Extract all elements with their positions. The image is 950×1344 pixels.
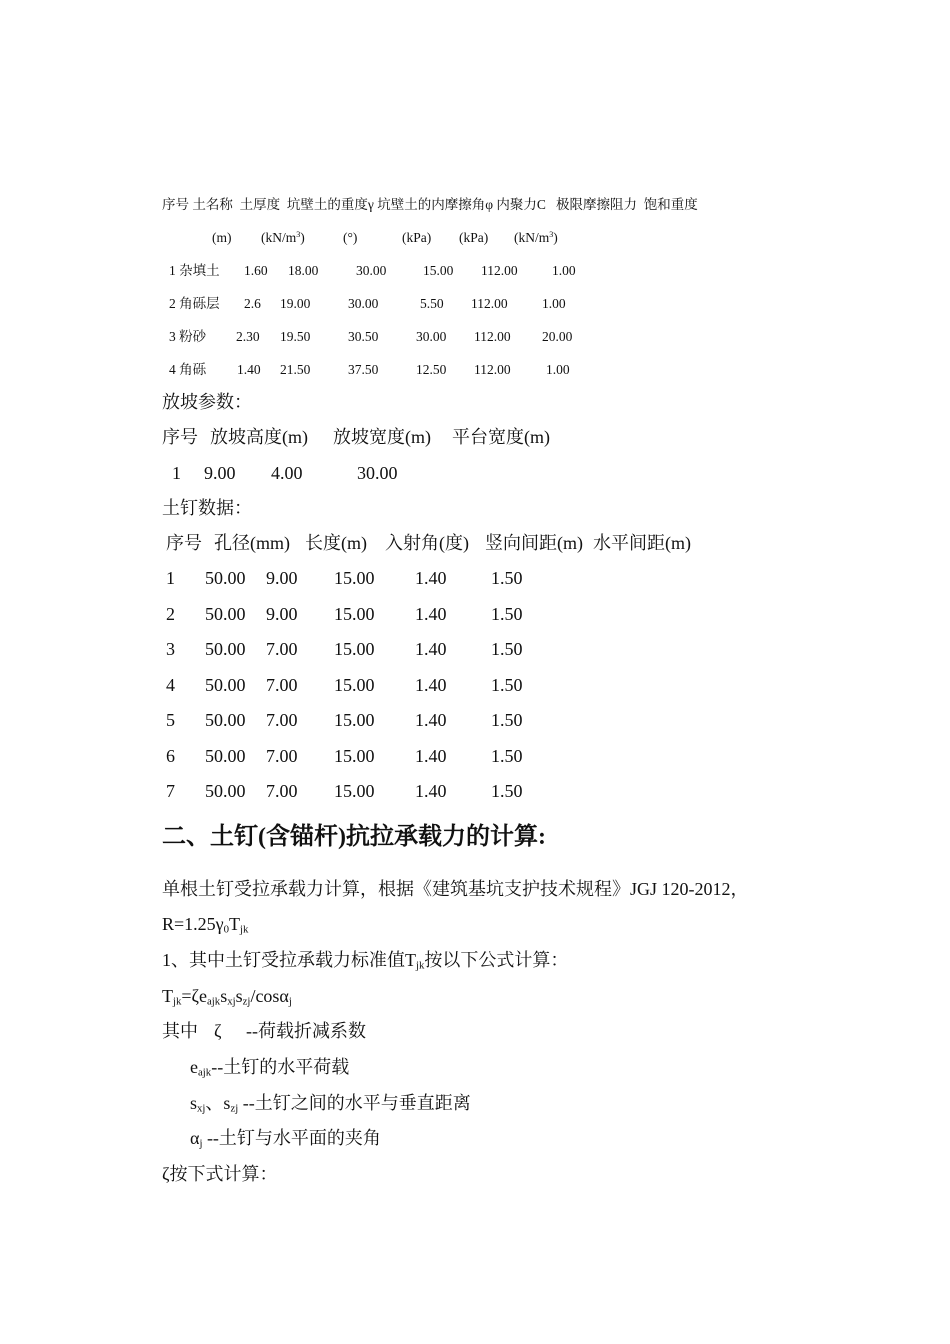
slope-col-index: 序号 bbox=[162, 427, 198, 447]
soil-friction-angle: 37.50 bbox=[348, 362, 379, 377]
nail-length: 9.00 bbox=[266, 604, 298, 624]
soil-cohesion: 12.50 bbox=[416, 362, 447, 377]
soil-cohesion: 15.00 bbox=[423, 263, 454, 278]
nails-col-horizontal-spacing: 水平间距(m) bbox=[593, 533, 691, 553]
nail-horizontal-spacing: 1.50 bbox=[491, 568, 523, 588]
nail-angle: 15.00 bbox=[334, 675, 375, 695]
soil-friction-resistance: 112.00 bbox=[471, 296, 508, 311]
soil-friction-angle: 30.50 bbox=[348, 329, 379, 344]
s-definition: $s_{xj}$、$s_{zj}$ --土钉之间的水平与垂直距离 bbox=[190, 1093, 471, 1115]
unit-friction-angle: (°) bbox=[343, 230, 358, 245]
nail-vertical-spacing: 1.40 bbox=[415, 675, 447, 695]
item-1-text: 1、其中土钉受拉承载力标准值$T_{jk}$按以下公式计算： bbox=[162, 950, 569, 972]
nail-length: 9.00 bbox=[266, 568, 298, 588]
nail-diameter: 50.00 bbox=[205, 781, 246, 801]
soil-friction-resistance: 112.00 bbox=[481, 263, 518, 278]
soil-saturated-weight: 1.00 bbox=[546, 362, 570, 377]
nail-angle: 15.00 bbox=[334, 781, 375, 801]
t-formula: $T_{jk}=\zeta e_{ajk}s_{xj}s_{zj}/\cos\alpha_j$ bbox=[162, 986, 292, 1008]
soil-table-header: 序号 土名称 土厚度 坑壁土的重度γ 坑壁土的内摩擦角φ 内聚力C 极限摩擦阻力 饱和重度 bbox=[162, 197, 698, 212]
soil-saturated-weight: 20.00 bbox=[542, 329, 573, 344]
slope-col-height: 放坡高度(m) bbox=[210, 427, 308, 447]
nail-length: 7.00 bbox=[266, 639, 298, 659]
nail-vertical-spacing: 1.40 bbox=[415, 710, 447, 730]
slope-title: 放坡参数： bbox=[162, 392, 252, 412]
nail-vertical-spacing: 1.40 bbox=[415, 568, 447, 588]
nail-vertical-spacing: 1.40 bbox=[415, 781, 447, 801]
nail-length: 7.00 bbox=[266, 710, 298, 730]
soil-cohesion: 30.00 bbox=[416, 329, 447, 344]
nail-angle: 15.00 bbox=[334, 710, 375, 730]
soil-thickness: 1.60 bbox=[244, 263, 268, 278]
nail-horizontal-spacing: 1.50 bbox=[491, 746, 523, 766]
nail-horizontal-spacing: 1.50 bbox=[491, 639, 523, 659]
soil-name: 1 杂填土 bbox=[169, 263, 220, 278]
unit-cohesion: (kPa) bbox=[402, 230, 432, 245]
nail-index: 3 bbox=[166, 639, 175, 659]
soil-unit-weight: 19.50 bbox=[280, 329, 311, 344]
nail-diameter: 50.00 bbox=[205, 568, 246, 588]
nail-angle: 15.00 bbox=[334, 604, 375, 624]
soil-friction-angle: 30.00 bbox=[348, 296, 379, 311]
unit-saturated-weight: $(kN/m^3)$ bbox=[514, 230, 558, 245]
nail-vertical-spacing: 1.40 bbox=[415, 604, 447, 624]
slope-height: 9.00 bbox=[204, 463, 236, 483]
unit-unit-weight: $(kN/m^3)$ bbox=[261, 230, 305, 245]
zeta-calc-line: ζ按下式计算： bbox=[162, 1164, 278, 1184]
nail-index: 5 bbox=[166, 710, 175, 730]
nails-title: 土钉数据： bbox=[162, 498, 252, 518]
nails-col-length: 长度(m) bbox=[305, 533, 367, 553]
slope-index: 1 bbox=[172, 463, 181, 483]
nail-index: 6 bbox=[166, 746, 175, 766]
unit-friction-resistance: (kPa) bbox=[459, 230, 489, 245]
nail-length: 7.00 bbox=[266, 675, 298, 695]
soil-name: 4 角砾 bbox=[169, 362, 207, 377]
nails-col-index: 序号 bbox=[166, 533, 202, 553]
nail-index: 4 bbox=[166, 675, 175, 695]
soil-name: 2 角砾层 bbox=[169, 296, 220, 311]
intro-paragraph: 单根土钉受拉承载力计算，根据《建筑基坑支护技术规程》JGJ 120-2012， bbox=[162, 879, 749, 899]
where-label: 其中 bbox=[162, 1021, 198, 1041]
soil-thickness: 2.30 bbox=[236, 329, 260, 344]
nail-index: 7 bbox=[166, 781, 175, 801]
soil-thickness: 1.40 bbox=[237, 362, 261, 377]
soil-friction-resistance: 112.00 bbox=[474, 362, 511, 377]
nails-col-angle: 入射角(度) bbox=[385, 533, 469, 553]
alpha-definition: $\alpha_j$ --土钉与水平面的夹角 bbox=[190, 1128, 381, 1150]
r-formula: $R=1.25\gamma_0T_{jk}$ bbox=[162, 914, 249, 936]
nail-vertical-spacing: 1.40 bbox=[415, 746, 447, 766]
nail-vertical-spacing: 1.40 bbox=[415, 639, 447, 659]
slope-col-width: 放坡宽度(m) bbox=[333, 427, 431, 447]
soil-unit-weight: 21.50 bbox=[280, 362, 311, 377]
nail-horizontal-spacing: 1.50 bbox=[491, 675, 523, 695]
nail-horizontal-spacing: 1.50 bbox=[491, 781, 523, 801]
nail-diameter: 50.00 bbox=[205, 604, 246, 624]
soil-name: 3 粉砂 bbox=[169, 329, 207, 344]
nail-length: 7.00 bbox=[266, 781, 298, 801]
slope-width: 4.00 bbox=[271, 463, 303, 483]
nail-diameter: 50.00 bbox=[205, 710, 246, 730]
soil-unit-weight: 18.00 bbox=[288, 263, 319, 278]
nail-diameter: 50.00 bbox=[205, 639, 246, 659]
e-definition: $e_{ajk}--$土钉的水平荷载 bbox=[190, 1057, 350, 1079]
section-heading: 二、土钉(含锚杆)抗拉承载力的计算: bbox=[162, 824, 546, 850]
soil-thickness: 2.6 bbox=[244, 296, 261, 311]
nail-angle: 15.00 bbox=[334, 746, 375, 766]
nail-index: 2 bbox=[166, 604, 175, 624]
soil-cohesion: 5.50 bbox=[420, 296, 444, 311]
nail-horizontal-spacing: 1.50 bbox=[491, 604, 523, 624]
slope-platform: 30.00 bbox=[357, 463, 398, 483]
nail-length: 7.00 bbox=[266, 746, 298, 766]
soil-friction-resistance: 112.00 bbox=[474, 329, 511, 344]
nail-diameter: 50.00 bbox=[205, 675, 246, 695]
zeta-definition: --荷载折减系数 bbox=[246, 1021, 366, 1041]
nail-horizontal-spacing: 1.50 bbox=[491, 710, 523, 730]
zeta-symbol: ζ bbox=[214, 1021, 222, 1041]
soil-saturated-weight: 1.00 bbox=[552, 263, 576, 278]
slope-col-platform: 平台宽度(m) bbox=[452, 427, 550, 447]
nail-angle: 15.00 bbox=[334, 568, 375, 588]
nail-index: 1 bbox=[166, 568, 175, 588]
unit-thickness: (m) bbox=[212, 230, 232, 245]
nail-diameter: 50.00 bbox=[205, 746, 246, 766]
nail-angle: 15.00 bbox=[334, 639, 375, 659]
soil-unit-weight: 19.00 bbox=[280, 296, 311, 311]
nails-col-diameter: 孔径(mm) bbox=[214, 533, 290, 553]
nails-col-vertical-spacing: 竖向间距(m) bbox=[485, 533, 583, 553]
soil-friction-angle: 30.00 bbox=[356, 263, 387, 278]
soil-saturated-weight: 1.00 bbox=[542, 296, 566, 311]
